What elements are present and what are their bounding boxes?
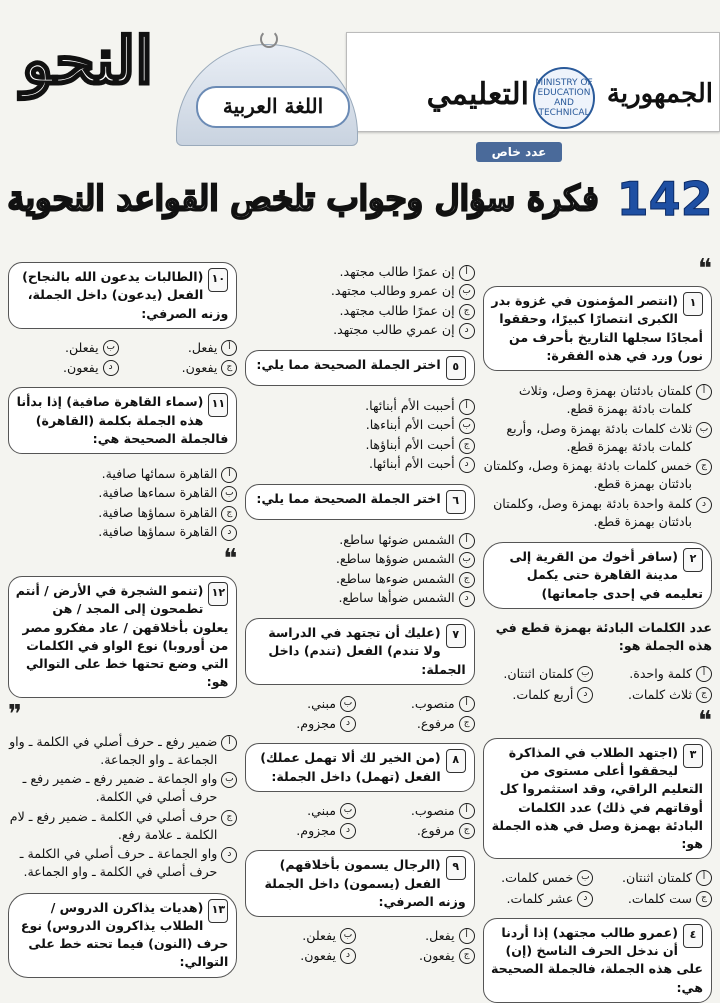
option[interactable]: ب مبني. (245, 695, 356, 713)
question-number: ٢ (683, 548, 703, 572)
option[interactable]: د عشر كلمات. (483, 890, 594, 908)
question-text: (تنمو الشجرة في الأرض / أنتم تطمحون إلى المجد / هن يعلون بأخلاقهن / عاد مفكرو مصر من أوروبا) نوع الواو في الكلمات التي وضع تحتها خط على التوالي هو: (15, 583, 229, 690)
option[interactable]: أ منصوب. (364, 802, 475, 820)
question-text: (عمرو طالب مجتهد) إذا أردنا أن ندخل الحرف الناسخ (إن) على هذه الجملة، فالجملة الصحيحة هي: (491, 924, 703, 995)
option[interactable]: د أحبت الأم أبنائها. (245, 455, 474, 473)
question-8 (245, 743, 474, 792)
question-2-prompt: عدد الكلمات البادئة بهمزة قطع في هذه الجملة هو: (495, 619, 712, 653)
question-number: ٤ (683, 924, 703, 948)
question-text: (اجتهد الطلاب في المذاكرة ليحققوا أعلى مستوى من التعليم الراقي، وقد استثمروا كل أوقاتهم في ذلك) عدد الكلمات البادئة بهمزة وصل في هذه الجملة هو: (491, 744, 703, 851)
option[interactable]: ج حرف أصلي في الكلمة ـ ضمير رفع ـ لام الكلمة ـ علامة رفع. (8, 808, 237, 845)
question-4 (483, 918, 712, 1003)
question-number: ٧ (446, 624, 466, 648)
question-number: ١٣ (208, 899, 228, 923)
option[interactable]: د القاهرة سماؤها صافية. (8, 523, 237, 541)
options-grid (245, 927, 474, 966)
question-text: اختر الجملة الصحيحة مما يلي: (256, 491, 441, 506)
quote-open-icon: ❝ (223, 544, 238, 574)
option[interactable]: أ القاهرة سمائها صافية. (8, 465, 237, 483)
option[interactable]: ج القاهرة سماؤها صافية. (8, 504, 237, 522)
option[interactable]: ب القاهرة سماءها صافية. (8, 484, 237, 502)
options-list (245, 530, 474, 608)
option[interactable]: ب إن عمرو وطالب مجتهد. (245, 282, 474, 300)
column-middle (245, 262, 474, 982)
question-number: ١ (683, 292, 703, 316)
edu-label: التعليمي (426, 77, 529, 112)
header (6, 4, 714, 164)
option[interactable]: أ يفعل. (127, 339, 238, 357)
options-grid (483, 869, 712, 908)
ministry-emblem (533, 67, 595, 129)
option[interactable]: أ الشمس ضوئها ساطع. (245, 531, 474, 549)
option[interactable]: د يفعون. (245, 947, 356, 965)
question-text: (الطالبات يدعون الله بالنجاح) الفعل (يدعون) داخل الجملة، وزنه الصرفي: (22, 269, 229, 321)
quote-open-icon: ❝ (698, 705, 712, 736)
option[interactable]: ب الشمس ضوؤها ساطع. (245, 550, 474, 568)
question-11 (8, 387, 237, 454)
option[interactable]: ج أحبت الأم أبناؤها. (245, 436, 474, 454)
option[interactable]: ب يفعلن. (8, 339, 119, 357)
option[interactable]: ج خمس كلمات بادئة بهمزة وصل، وكلمتان بادئتان بهمزة قطع. (483, 457, 712, 494)
options-list (483, 381, 712, 532)
option[interactable]: ج ثلاث كلمات. (601, 686, 712, 704)
option[interactable]: أ ضمير رفع ـ حرف أصلي في الكلمة ـ واو الجماعة ـ واو الجماعة. (8, 733, 237, 770)
option[interactable]: د الشمس ضوأها ساطع. (245, 589, 474, 607)
question-text: (عليك أن تجتهد في الدراسة ولا تندم) الفعل (تندم) داخل الجملة: (268, 625, 466, 677)
question-3 (483, 738, 712, 860)
headline (0, 160, 720, 238)
option[interactable]: ب خمس كلمات. (483, 869, 594, 887)
option[interactable]: ب يفعلن. (245, 927, 356, 945)
option[interactable]: أ كلمتان اثنتان. (601, 869, 712, 887)
question-text: (سماء القاهرة صافية) إذا بدأنا هذه الجملة بكلمة (القاهرة) فالجملة الصحيحة هي: (16, 394, 229, 446)
options-grid (245, 695, 474, 734)
quote-open-icon: ❝ (698, 254, 712, 284)
question-number: ٣ (683, 744, 703, 768)
question-number: ١٢ (208, 582, 228, 606)
option[interactable]: ب ثلاث كلمات بادئة بهمزة وصل، وأربع كلمات بادئة بهمزة قطع. (483, 420, 712, 457)
option[interactable]: ب واو الجماعة ـ ضمير رفع ـ ضمير رفع ـ حرف أصلي في الكلمة. (8, 770, 237, 807)
option[interactable]: د مجزوم. (245, 822, 356, 840)
crescent-icon (260, 30, 278, 48)
option[interactable]: ج ست كلمات. (601, 890, 712, 908)
option[interactable]: ج يفعون. (127, 359, 238, 377)
columns (8, 254, 712, 995)
option[interactable]: ب مبني. (245, 802, 356, 820)
grammar-title: النحو (22, 24, 153, 99)
subject-label: اللغة العربية (196, 86, 350, 128)
question-6 (245, 484, 474, 520)
question-12 (8, 576, 237, 698)
options-list (245, 396, 474, 474)
option[interactable]: ج إن عمرًا طالب مجتهد. (245, 302, 474, 320)
quote-close-icon: ❞ (8, 699, 23, 730)
question-13 (8, 893, 237, 978)
option[interactable]: أ كلمة واحدة. (601, 665, 712, 683)
option[interactable]: ج الشمس ضوءها ساطع. (245, 570, 474, 588)
option[interactable]: أ إن عمرًا طالب مجتهد. (245, 263, 474, 281)
option[interactable]: د واو الجماعة ـ حرف أصلي في الكلمة ـ حرف أصلي في الكلمة ـ واو الجماعة. (8, 845, 237, 882)
question-7 (245, 618, 474, 685)
option[interactable]: أ كلمتان بادئتان بهمزة وصل، وثلاث كلمات بادئة بهمزة قطع. (483, 382, 712, 419)
question-1 (483, 286, 712, 371)
option[interactable]: د مجزوم. (245, 715, 356, 733)
options-list (245, 262, 474, 340)
option[interactable]: ج مرفوع. (364, 715, 475, 733)
options-list (8, 464, 237, 542)
option[interactable]: ج مرفوع. (364, 822, 475, 840)
option[interactable]: أ يفعل. (364, 927, 475, 945)
question-text: (سافر أخوك من القرية إلى مدينة القاهرة حتى يكمل تعليمه في إحدى جامعاتها) (509, 549, 703, 601)
option[interactable]: د إن عمري طالب مجتهد. (245, 321, 474, 339)
question-text: (هديات يذاكرن الدروس / الطلاب يذاكرون الدروس) نوع حرف (النون) فيما تحته خط على التوالي: (20, 899, 229, 970)
question-number: ١١ (208, 393, 228, 417)
option[interactable]: د كلمة واحدة بادئة بهمزة وصل، وكلمتان بادئتان بهمزة قطع. (483, 495, 712, 532)
masthead (346, 32, 720, 132)
question-text: اختر الجملة الصحيحة مما يلي: (256, 357, 441, 372)
option[interactable]: د يفعون. (8, 359, 119, 377)
option[interactable]: أ أحببت الأم أبنائها. (245, 397, 474, 415)
question-number: ٩ (446, 856, 466, 880)
question-text: (الرجال يسمون بأخلاقهم) الفعل (يسمون) داخل الجملة وزنه الصرفي: (264, 857, 466, 909)
question-number: ١٠ (208, 268, 228, 292)
question-text: (من الخير لك ألا تهمل عملك) الفعل (تهمل) داخل الجملة: (260, 750, 441, 784)
question-number: ٥ (446, 356, 466, 380)
question-text: (انتصر المؤمنون في غزوة بدر الكبرى انتصارًا كبيرًا، وحققوا أمجادًا سجلها التاريخ بأحرف من نور) ورد في هذه الفقرة: (491, 293, 703, 363)
question-5 (245, 350, 474, 386)
options-grid (245, 802, 474, 841)
column-right (483, 254, 712, 995)
question-9 (245, 850, 474, 917)
special-issue-badge: عدد خاص (476, 142, 562, 162)
option[interactable]: ب كلمتان اثنتان. (483, 665, 594, 683)
options-grid (483, 665, 712, 704)
option[interactable]: أ منصوب. (364, 695, 475, 713)
question-number: ٨ (446, 749, 466, 773)
headline-number: 142 (616, 172, 713, 226)
column-left (8, 262, 237, 982)
newspaper-brand[interactable]: الجمهورية (606, 79, 713, 109)
question-number: ٦ (446, 490, 466, 514)
option[interactable]: ج يفعون. (364, 947, 475, 965)
headline-text: فكرة سؤال وجواب تلخص القواعد النحوية (7, 179, 599, 219)
question-2 (483, 542, 712, 609)
options-grid (8, 339, 237, 378)
options-list (8, 732, 237, 883)
emblem-text: MINISTRY OF EDUCATION AND TECHNICAL (535, 78, 593, 118)
option[interactable]: ب أحبت الأم أبناءها. (245, 416, 474, 434)
option[interactable]: د أربع كلمات. (483, 686, 594, 704)
question-10 (8, 262, 237, 329)
